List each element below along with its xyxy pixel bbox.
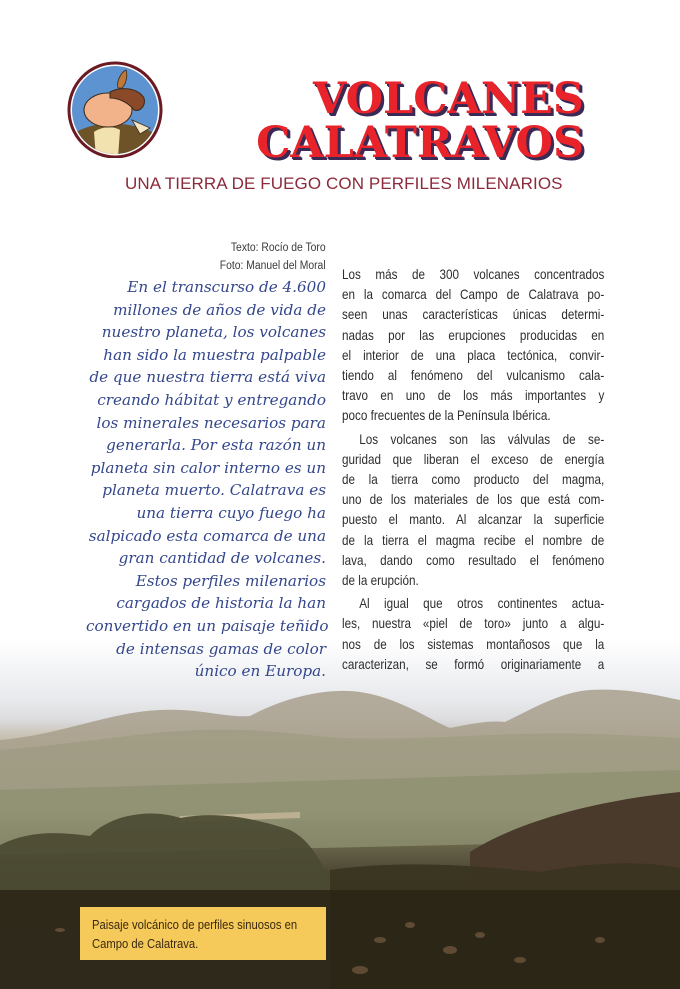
- body-line: en la comarca del Campo de Calatrava po-: [342, 287, 605, 303]
- body-line: travo en uno de los más importantes y: [342, 388, 605, 404]
- body-line: nadas por las erupciones producidas en: [342, 327, 605, 343]
- body-line: nos de los sistemas montañosos que la: [342, 636, 605, 652]
- intro-line: gran cantidad de volcanes.: [118, 549, 326, 568]
- intro-line: han sido la muestra palpable: [103, 345, 326, 364]
- intro-line: salpicado esta comarca de una: [88, 526, 326, 545]
- body-line: tiendo al fenómeno del vulcanismo cala-: [342, 368, 605, 384]
- body-line: Al igual que otros continentes actua-: [359, 596, 605, 612]
- intro-line: una tierra cuyo fuego ha: [136, 503, 326, 522]
- photo-credit: Foto: Manuel del Moral: [220, 260, 326, 272]
- intro-line: convertido en un paisaje teñido: [86, 616, 329, 635]
- photo-caption: [80, 907, 326, 960]
- intro-line: millones de años de vida de: [113, 300, 326, 319]
- body-line: uno de los materiales de los que está com-: [342, 492, 605, 508]
- body-line: Los más de 300 volcanes concentrados: [342, 267, 605, 282]
- body-paragraph-2: [342, 430, 604, 592]
- intro-line: de intensas gamas de color: [116, 639, 326, 658]
- intro-line: único en Europa.: [194, 662, 326, 681]
- body-line: seen unas características únicas determi-: [342, 307, 605, 323]
- intro-paragraph: [86, 276, 329, 683]
- body-line: de la erupción.: [342, 573, 419, 589]
- caption-line: Campo de Calatrava.: [92, 937, 199, 951]
- page-title-line1: VOLCANES: [312, 74, 584, 124]
- intro-line: generarla. Por esta razón un: [106, 436, 326, 455]
- body-line: les, nuestra «piel de toro» junto a algu-: [342, 616, 605, 632]
- body-line: poco frecuentes de la Península Ibérica.: [342, 408, 551, 424]
- body-line: Los volcanes son las válvulas de se-: [359, 431, 605, 447]
- intro-line: Estos perfiles milenarios: [135, 571, 326, 590]
- body-line: puesto el manto. Al alcanzar la superficie: [342, 512, 605, 528]
- body-text-column: [342, 265, 604, 678]
- body-paragraph-3: [342, 594, 604, 675]
- intro-line: de que nuestra tierra está viva: [89, 368, 326, 387]
- caption-line: Paisaje volcánico de perfiles sinuosos en: [92, 918, 298, 932]
- page-title-line2: CALATRAVOS: [256, 118, 584, 168]
- body-line: guridad que liberan el exceso de energía: [342, 451, 605, 467]
- body-line: el interior de una placa tectónica, convir-: [342, 347, 605, 363]
- body-line: de la tierra el magma recibe el nombre de: [342, 532, 605, 548]
- intro-line: los minerales necesarios para: [96, 413, 326, 432]
- intro-line: planeta muerto. Calatrava es: [102, 481, 326, 500]
- body-line: lava, dando como resultado el fenómeno: [342, 552, 605, 568]
- author-credit: Texto: Rocío de Toro: [231, 242, 326, 254]
- intro-line: cargados de historia la han: [116, 594, 326, 613]
- intro-line: creando hábitat y entregando: [97, 390, 326, 409]
- credits: [220, 239, 326, 275]
- intro-line: nuestro planeta, los volcanes: [101, 323, 326, 342]
- body-line: de la tierra como producto del magma,: [342, 472, 605, 488]
- body-paragraph-1: [342, 265, 604, 427]
- body-line: caracterizan, se formó originariamente a: [342, 656, 605, 672]
- intro-line: planeta sin calor interno es un: [90, 458, 326, 477]
- intro-line: En el transcurso de 4.600: [127, 278, 326, 296]
- page-subtitle: UNA TIERRA DE FUEGO CON PERFILES MILENARIOS: [125, 174, 563, 193]
- cartoon-farmer-with-bird-icon: [66, 58, 164, 158]
